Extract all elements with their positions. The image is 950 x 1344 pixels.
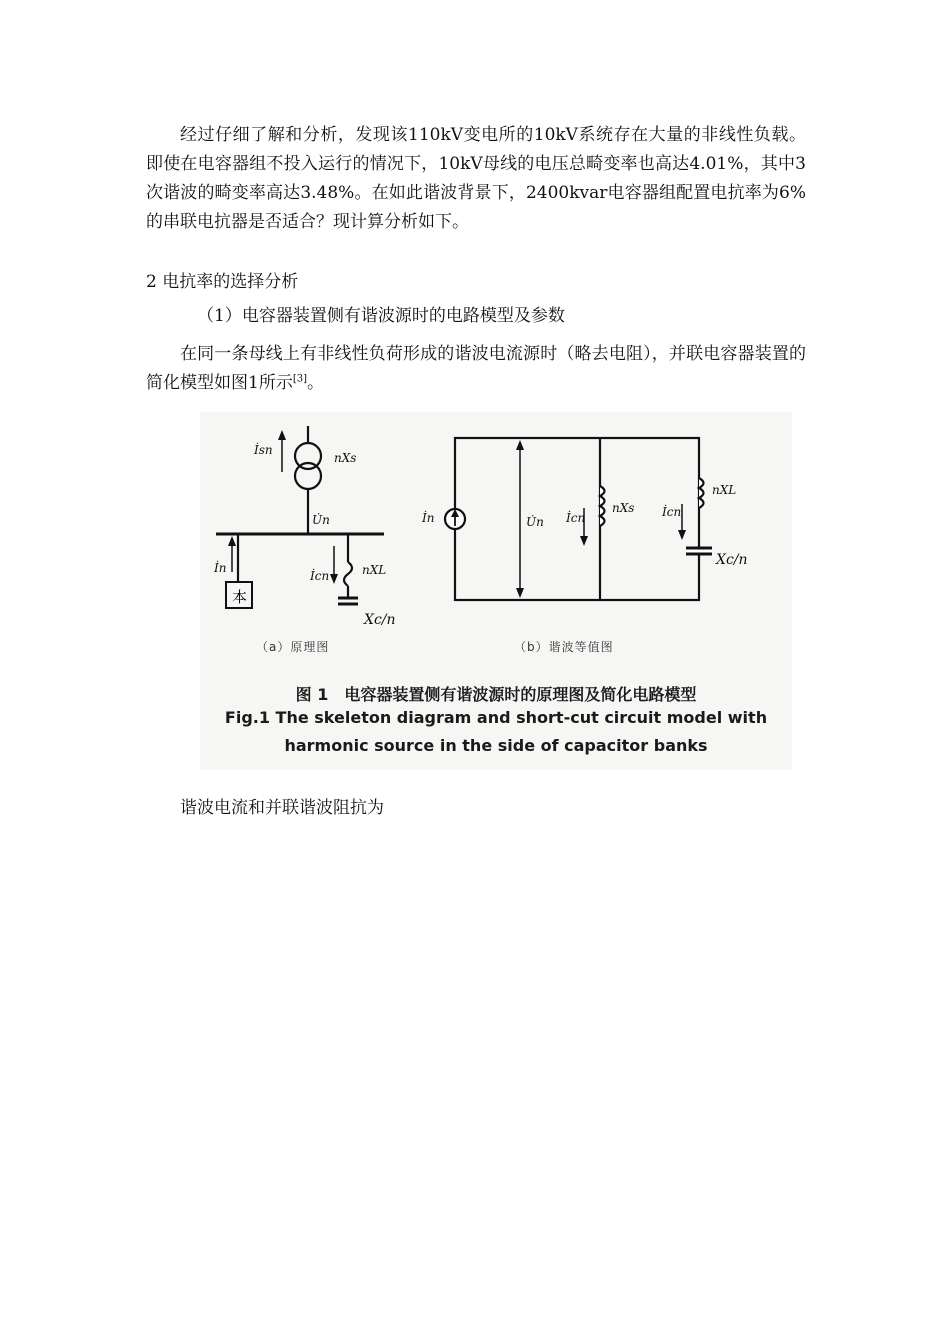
transformer-winding-top xyxy=(295,443,321,469)
model-intro-end: 。 xyxy=(307,373,324,393)
label-in-b: İn xyxy=(422,511,435,525)
harmonic-source-symbol: 本 xyxy=(232,588,248,606)
paragraph-model-intro xyxy=(146,340,806,398)
subfigure-b-label: （b）谐波等值图 xyxy=(514,640,614,654)
label-un-b: U̇n xyxy=(526,515,544,529)
figure-caption-en-2: harmonic source in the side of capacitor banks xyxy=(284,736,708,755)
section-heading: 2 电抗率的选择分析 xyxy=(146,272,299,292)
paragraph-analysis: 经过仔细了解和分析，发现该110kV变电所的10kV系统存在大量的非线性负载。即使在电容器组不投入运行的情况下，10kV母线的电压总畸变率也高达4.01%，其中3次谐波的畸变率高达3.48%。在如此谐波背景下，2400kvar电容器组配置电抗率为6%的串联电抗器是否适合？现计算分析如下。 xyxy=(146,125,806,232)
series-reactor-coil xyxy=(699,478,704,508)
label-nxl-a: nXL xyxy=(362,563,387,577)
circuit-diagrams xyxy=(200,412,792,672)
citation-ref: [3] xyxy=(292,373,307,385)
label-xcn-b: Xc/n xyxy=(716,552,748,568)
label-icn-b2: İcn xyxy=(662,505,682,519)
label-in-a: İn xyxy=(214,561,227,575)
figure-caption-cn: 图 1 电容器装置侧有谐波源时的原理图及简化电路模型 xyxy=(295,685,697,704)
label-un-a: U̇n xyxy=(312,513,330,527)
figure-caption-en-1: Fig.1 The skeleton diagram and short-cut circuit model with xyxy=(224,708,768,727)
subfigure-a-label: （a）原理图 xyxy=(256,640,330,654)
reactor-coil xyxy=(344,562,352,586)
figure-1 xyxy=(200,412,792,770)
label-nxs-b: nXs xyxy=(612,501,635,515)
label-icn-a: İcn xyxy=(310,569,330,583)
label-xcn-a: Xc/n xyxy=(364,612,396,628)
label-nxl-b: nXL xyxy=(712,483,737,497)
paragraph-harmonic-impedance: 谐波电流和并联谐波阻抗为 xyxy=(180,798,384,818)
source-reactance-coil xyxy=(600,486,605,526)
transformer-winding-bottom xyxy=(295,463,321,489)
label-nxs-a: nXs xyxy=(334,451,357,465)
subsection-heading: （1）电容器装置侧有谐波源时的电路模型及参数 xyxy=(197,306,565,326)
label-icn-b: İcn xyxy=(566,511,586,525)
model-intro-text: 在同一条母线上有非线性负荷形成的谐波电流源时（略去电阻），并联电容器装置的简化模型如图1所示 xyxy=(146,344,806,393)
label-isn: İsn xyxy=(254,443,273,457)
